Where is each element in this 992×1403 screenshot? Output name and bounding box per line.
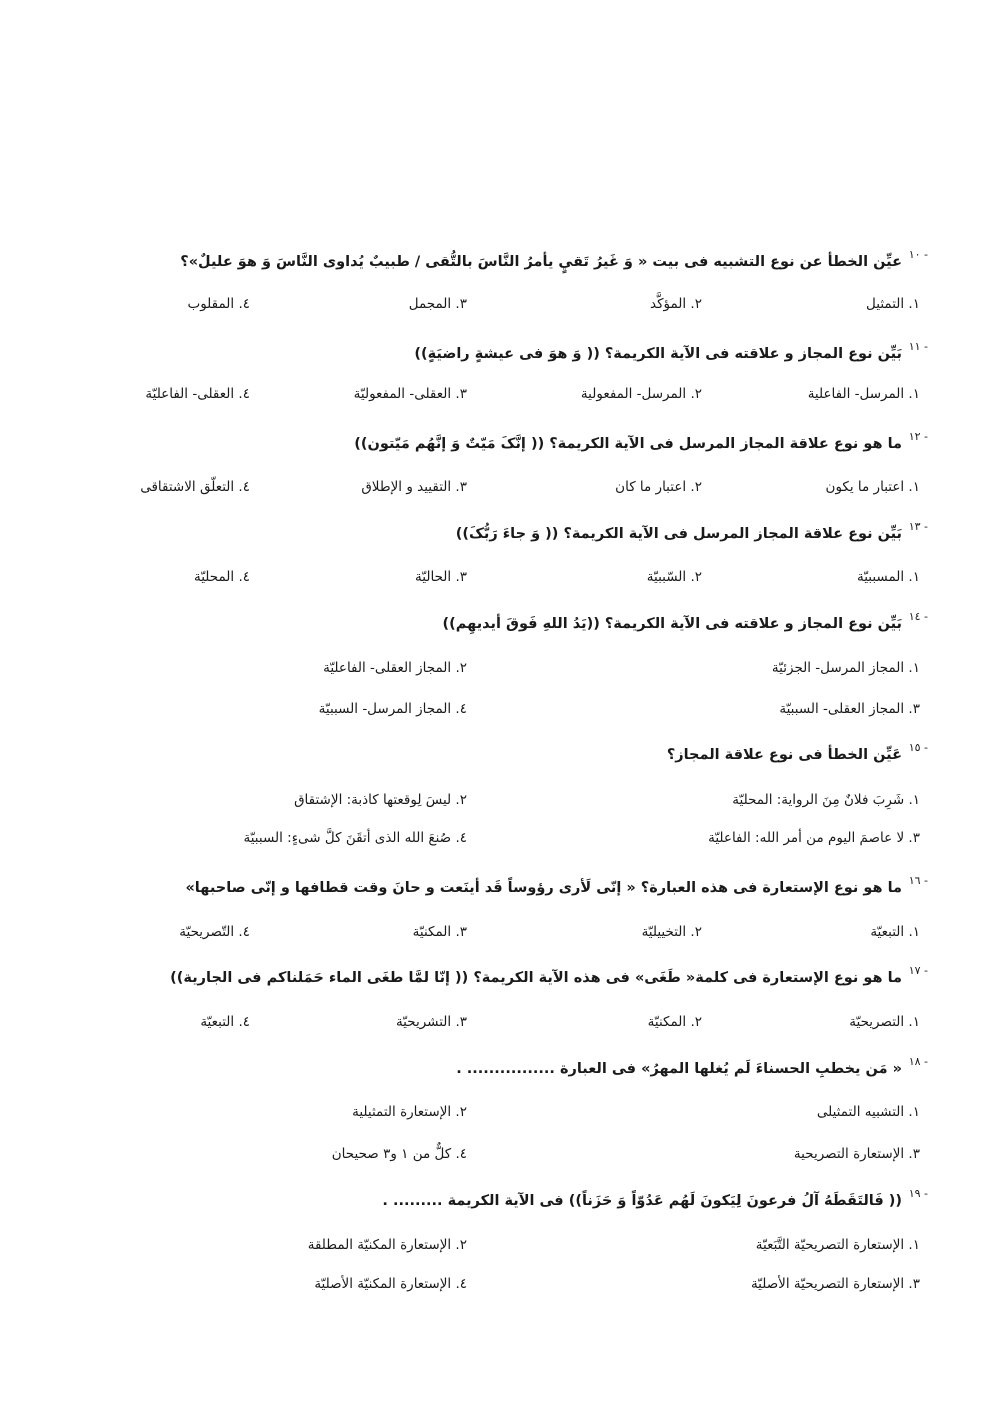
option-1: ١. الإستعارة التصريحيّة التَّبَعيّة — [755, 1237, 920, 1253]
question-12 — [110, 430, 928, 466]
question-18 — [110, 1055, 928, 1091]
question-text: عَيِّن الخطأ فی نوع علاقة المجاز؟ — [666, 747, 902, 763]
option-3: ٣. المجمل — [408, 296, 467, 312]
question-16 — [110, 874, 928, 910]
question-number: ١٣ - — [908, 520, 928, 533]
option-1: ١. التمثيل — [866, 296, 920, 312]
question-number: ١٢ - — [908, 430, 928, 443]
option-1: ١. شَرِبَ فلانٌ مِنَ الرواية: المحليّة — [732, 792, 920, 808]
option-4: ٤. الإستعارة المكنيّة الأصليّة — [314, 1276, 467, 1292]
question-number: ١٩ - — [908, 1187, 928, 1200]
option-2: ٢. السّببيّة — [646, 569, 702, 585]
option-4: ٤. المقلوب — [187, 296, 250, 312]
question-text: ما هو نوع الإستعارة فی هذه العبارة؟ « إنّی لَأری رؤوساً قَد أينَعت و حانَ وقت قطافها و إنّی صاحبها» — [185, 880, 902, 896]
option-4: ٤. العقلی- الفاعليّة — [145, 386, 250, 402]
option-2: ٢. المجاز العقلی- الفاعليّة — [323, 660, 467, 676]
option-3: ٣. التشريحيّة — [395, 1014, 467, 1030]
option-4: ٤. المحليّة — [193, 569, 250, 585]
question-number: ١٨ - — [908, 1055, 928, 1068]
option-4: ٤. التّصريحيّة — [179, 924, 250, 940]
question-number: ١٥ - — [908, 741, 928, 754]
option-2: ٢. الإستعارة التمثيلية — [352, 1104, 467, 1120]
option-1: ١. اعتبار ما يكون — [825, 479, 920, 495]
option-2: ٢. الإستعارة المكنيّة المطلقة — [307, 1237, 467, 1253]
option-2: ٢. المكنيّة — [647, 1014, 702, 1030]
question-17 — [110, 964, 928, 1000]
question-19 — [110, 1187, 928, 1223]
question-number: ١٤ - — [908, 610, 928, 623]
option-1: ١. المجاز المرسل- الجزئيّة — [771, 660, 920, 676]
option-4: ٤. التعلّق الاشتقاقی — [140, 479, 250, 495]
question-text: بَيِّن نوع المجاز و علاقته فی الآية الكريمة؟ ((يَدُ اللهِ فَوقَ أيديهِم)) — [442, 616, 902, 632]
question-text: بَيِّن نوع علاقة المجاز المرسل فی الآية الكريمة؟ (( وَ جاءَ رَبُّکَ)) — [455, 526, 902, 542]
question-number: ١٧ - — [908, 964, 928, 977]
question-14 — [110, 610, 928, 646]
option-4: ٤. كلٌّ من ١ و٣ صحيحان — [331, 1146, 467, 1162]
option-4: ٤. المجاز المرسل- السببيّة — [318, 701, 467, 717]
question-15 — [110, 741, 928, 777]
option-3: ٣. المكنيّة — [412, 924, 467, 940]
question-text: (( فَالتَقَطَهُ آلُ فرعونَ لِيَكونَ لَهُم عَدُوّاً وَ حَزَناً)) فی الآية الكريمة ......... . — [382, 1193, 902, 1209]
option-3: ٣. المجاز العقلی- السببيّة — [779, 701, 920, 717]
option-1: ١. المسببيّة — [856, 569, 920, 585]
option-3: ٣. لا عاصمَ اليوم من أمر الله: الفاعليّة — [708, 830, 920, 846]
question-10 — [110, 248, 928, 284]
option-2: ٢. التخييليّة — [641, 924, 702, 940]
option-1: ١. التبعيّة — [870, 924, 920, 940]
option-2: ٢. ليسَ لِوقعتها كاذبة: الإشتقاق — [294, 792, 467, 808]
question-11 — [110, 340, 928, 376]
question-13 — [110, 520, 928, 556]
option-3: ٣. العقلی- المفعوليّة — [353, 386, 467, 402]
question-text: عيِّن الخطأ عن نوع التشبيه فی بيت « وَ غَيرُ تَقيٍ يأمرُ النَّاسَ بالتُّقى / طبيبٌ يُداوى النَّاسَ وَ هوَ عليلٌ»؟ — [180, 254, 902, 270]
option-1: ١. التصريحيّة — [849, 1014, 920, 1030]
question-number: ١١ - — [908, 340, 928, 353]
question-number: ١٦ - — [908, 874, 928, 887]
question-number: ١٠ - — [908, 248, 928, 261]
option-3: ٣. الإستعارة التصريحيّة الأصليّة — [750, 1276, 920, 1292]
question-text: « مَن يخطبِ الحسناءَ لَم يُغلها المهرُ» فی العبارة ................ . — [456, 1061, 902, 1077]
option-4: ٤. التبعيّة — [200, 1014, 250, 1030]
option-2: ٢. المؤكَّد — [649, 296, 702, 312]
option-2: ٢. المرسل- المفعولية — [580, 386, 702, 402]
question-text: ما هو نوع الإستعارة فی كلمة« طَغَی» فی هذه الآية الكريمة؟ (( إنّا لمَّا طغَی الماء حَمَلناكم فی الجارية)) — [170, 970, 902, 986]
question-text: ما هو نوع علاقة المجاز المرسل فی الآية الكريمة؟ (( إنَّکَ مَيّتٌ وَ إنَّهُم مَيّتون)) — [354, 436, 902, 452]
question-text: بَيِّن نوع المجاز و علاقته فی الآية الكريمة؟ (( وَ هوَ فى عيشةٍ راضيَةٍ)) — [414, 346, 902, 362]
option-2: ٢. اعتبار ما كان — [615, 479, 702, 495]
option-3: ٣. التقييد و الإطلاق — [361, 479, 467, 495]
option-4: ٤. صُنعَ الله الذی أتقَنَ كلَّ شیءٍ: السببيّة — [243, 830, 467, 846]
option-3: ٣. الحاليّة — [415, 569, 467, 585]
option-3: ٣. الإستعارة التصريحية — [793, 1146, 920, 1162]
option-1: ١. المرسل- الفاعلية — [807, 386, 920, 402]
option-1: ١. التشبيه التمثيلی — [816, 1104, 920, 1120]
